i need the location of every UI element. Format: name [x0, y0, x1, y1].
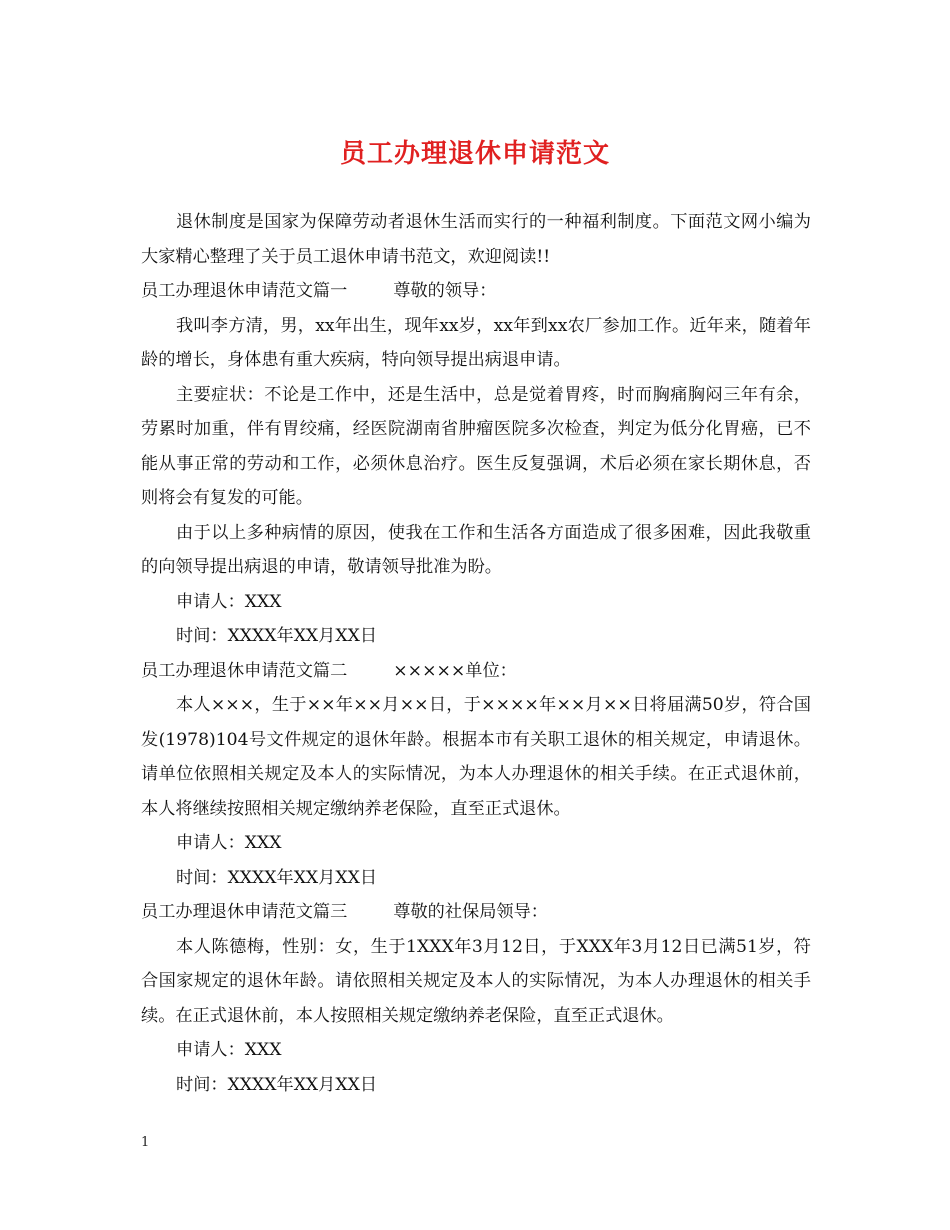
document-title: 员工办理退休申请范文 [339, 139, 610, 169]
sample1-date: 时间：XXXX年XX月XX日 [176, 626, 378, 646]
sample3-paragraph: 本人陈德梅，性别：女，生于1XXX年3月12日，于XXX年3月12日已满51岁，符合国家规定的退休年龄。请依照相关规定及本人的实际情况，为本人办理退休的相关手续。在正式退休前，本人按照相关规定缴纳养老保险，直至正式退休。 [141, 936, 811, 1026]
sample1-applicant: 申请人：XXX [176, 591, 282, 612]
sample3-heading: 员工办理退休申请范文篇三 [141, 902, 348, 922]
sample2-heading-line [141, 654, 811, 689]
document-body [141, 205, 811, 1102]
sample1-paragraph-1: 我叫李方清，男，xx年出生，现年xx岁，xx年到xx农厂参加工作。近年来，随着年龄的增长，身体患有重大疾病，特向领导提出病退申请。 [141, 315, 811, 370]
sample3-salutation: 尊敬的社保局领导： [393, 902, 548, 922]
sample1-paragraph-2: 主要症状：不论是工作中，还是生活中，总是觉着胃疼，时而胸痛胸闷三年有余，劳累时加重，伴有胃绞痛，经医院湖南省肿瘤医院多次检查，判定为低分化胃癌，已不能从事正常的劳动和工作，必须休息治疗。医生反复强调，术后必须在家长期休息，否则将会有复发的可能。 [141, 384, 811, 508]
sample2-applicant: 申请人：XXX [176, 833, 282, 853]
page-number: 1 [141, 1135, 150, 1150]
sample2-salutation: ×××××单位： [393, 660, 517, 681]
sample3-date: 时间：XXXX年XX月XX日 [176, 1074, 378, 1095]
sample3-applicant: 申请人：XXX [176, 1040, 282, 1060]
sample2-date: 时间：XXXX年XX月XX日 [176, 867, 378, 888]
sample1-heading: 员工办理退休申请范文篇一 [141, 281, 348, 301]
sample1-paragraph-3: 由于以上多种病情的原因，使我在工作和生活各方面造成了很多困难，因此我敬重的向领导提出病退的申请，敬请领导批准为盼。 [141, 522, 811, 577]
sample2-heading: 员工办理退休申请范文篇二 [141, 660, 348, 681]
sample2-paragraph: 本人×××，生于××年××月××日，于××××年××月××日将届满50岁，符合国发(1978)104号文件规定的退休年龄。根据本市有关职工退休的相关规定，申请退休。请单位依照相关规定及本人的实际情况，为本人办理退休的相关手续。在正式退休前，本人将继续按照相关规定缴纳养老保险，直至正式退休。 [141, 695, 811, 819]
sample1-salutation: 尊敬的领导： [393, 281, 497, 301]
sample1-heading-line [141, 274, 811, 309]
sample3-heading-line [141, 895, 811, 930]
intro-paragraph: 退休制度是国家为保障劳动者退休生活而实行的一种福利制度。下面范文网小编为大家精心整理了关于员工退休申请书范文，欢迎阅读!! [141, 212, 811, 267]
